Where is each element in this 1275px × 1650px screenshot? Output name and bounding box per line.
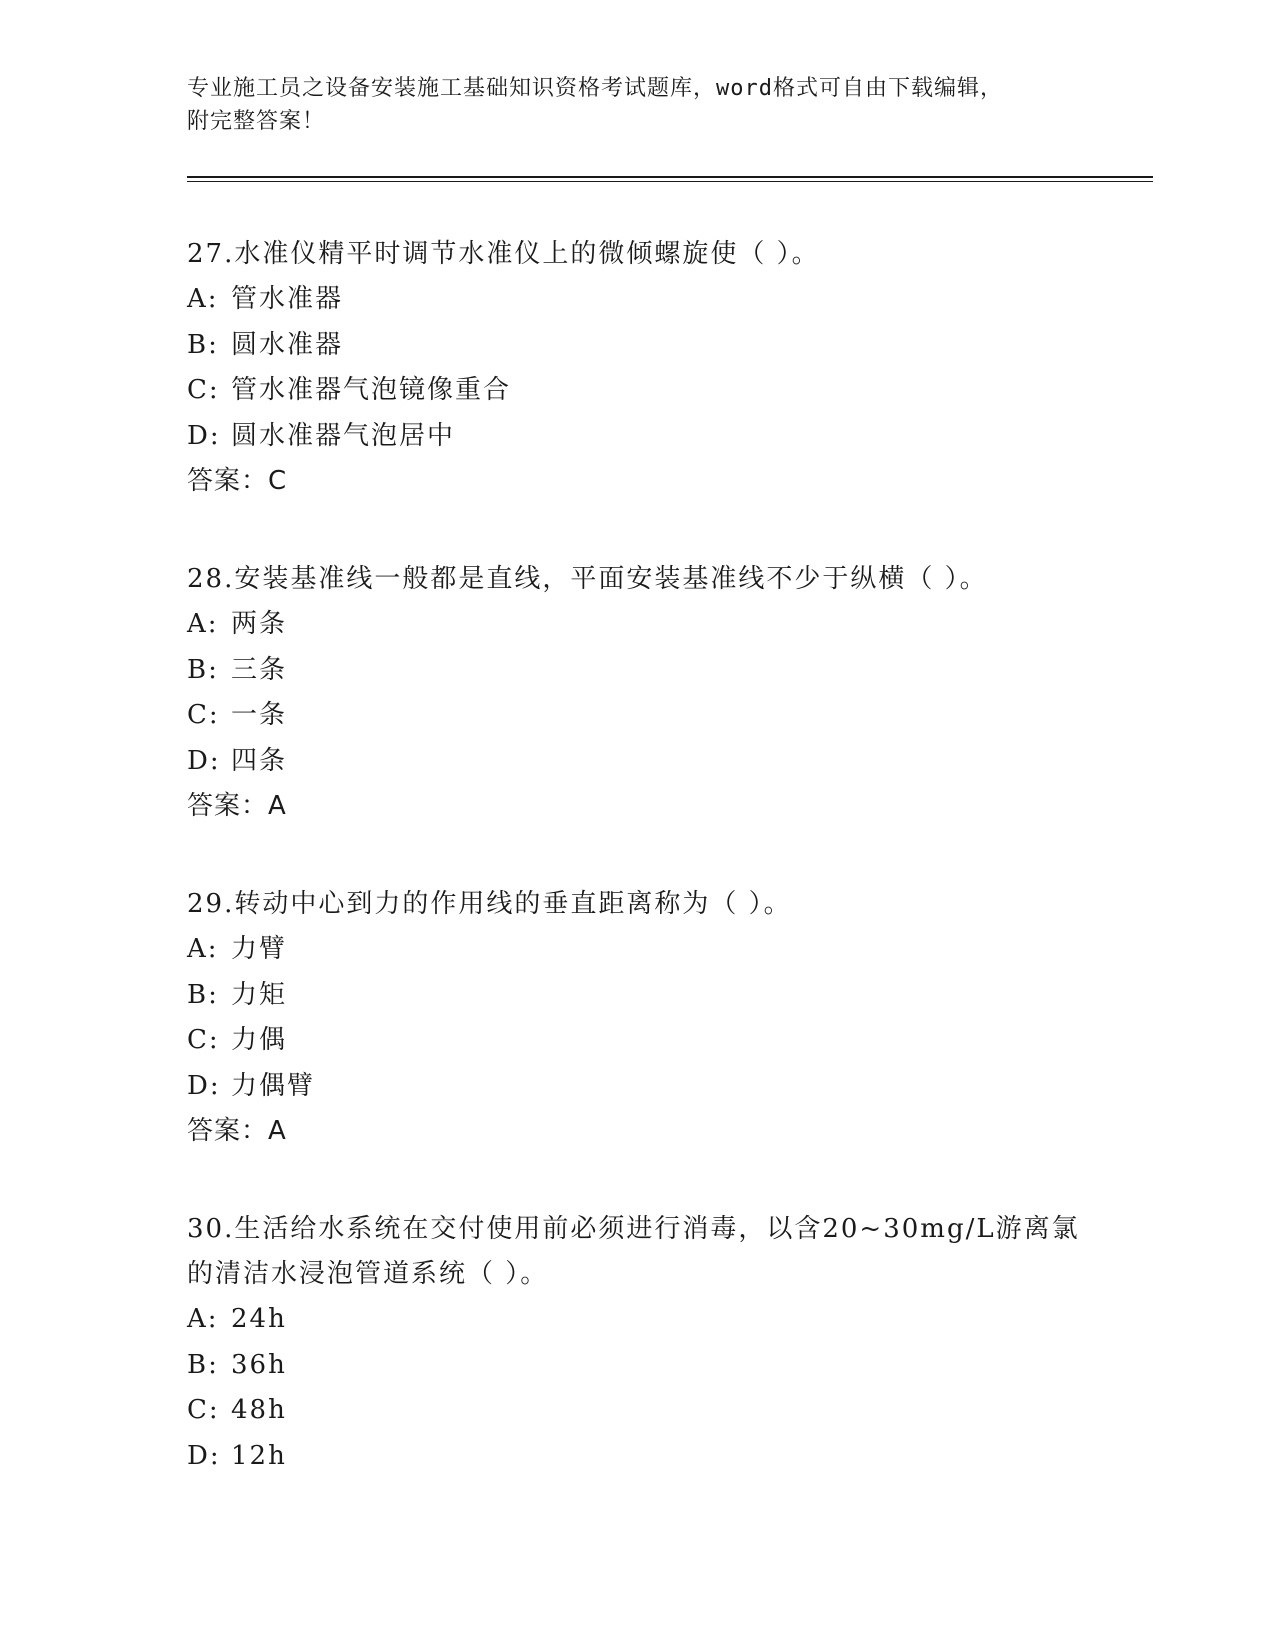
option-letter: A: <box>187 284 219 314</box>
option-letter: C: <box>187 700 220 730</box>
option-text: 36h <box>231 1349 287 1380</box>
option-d <box>187 1434 1087 1480</box>
question-stem: 27.水准仪精平时调节水准仪上的微倾螺旋使（ ）。 <box>187 239 820 269</box>
question-list <box>187 232 1087 1532</box>
option-text: 力臂 <box>231 934 288 964</box>
option-letter: B: <box>187 329 219 360</box>
option-c <box>187 1388 1087 1434</box>
option-letter: D: <box>187 745 221 776</box>
option-text: 力偶 <box>231 1025 288 1055</box>
option-letter: C: <box>187 1025 220 1055</box>
question-stem: 28.安装基准线一般都是直线，平面安装基准线不少于纵横（ ）。 <box>187 564 988 594</box>
option-text: 三条 <box>231 654 288 685</box>
option-letter: D: <box>187 420 221 451</box>
option-c <box>187 693 1087 739</box>
option-b <box>187 973 1087 1019</box>
option-letter: A: <box>187 1304 219 1334</box>
option-text: 管水准器 <box>231 284 344 314</box>
option-letter: B: <box>187 1349 219 1380</box>
question-stem: 29.转动中心到力的作用线的垂直距离称为（ ）。 <box>187 889 792 919</box>
option-text: 力偶臂 <box>231 1070 316 1101</box>
option-b <box>187 648 1087 694</box>
option-letter: D: <box>187 1070 221 1101</box>
option-c <box>187 1018 1087 1064</box>
question-stem-line-2: 的清洁水浸泡管道系统（ ）。 <box>187 1259 549 1289</box>
option-letter: B: <box>187 654 219 685</box>
option-d <box>187 739 1087 785</box>
option-letter: B: <box>187 979 219 1010</box>
option-d <box>187 1064 1087 1110</box>
option-a <box>187 277 1087 323</box>
option-text: 一条 <box>231 700 288 730</box>
question-29 <box>187 882 1087 1154</box>
option-a <box>187 1297 1087 1343</box>
option-text: 12h <box>231 1440 287 1471</box>
option-letter: A: <box>187 934 219 964</box>
question-30 <box>187 1207 1087 1479</box>
option-text: 圆水准器气泡居中 <box>231 420 456 451</box>
option-letter: C: <box>187 375 220 405</box>
header-line-1: 专业施工员之设备安装施工基础知识资格考试题库，word格式可自由下载编辑， <box>187 76 1003 101</box>
option-text: 圆水准器 <box>231 329 344 360</box>
header-line-2: 附完整答案！ <box>187 109 326 134</box>
option-letter: C: <box>187 1395 220 1425</box>
option-b <box>187 1343 1087 1389</box>
option-text: 管水准器气泡镜像重合 <box>231 375 512 405</box>
answer-line: 答案：A <box>187 791 287 821</box>
question-27 <box>187 232 1087 504</box>
option-c <box>187 368 1087 414</box>
question-stem-line-1: 30.生活给水系统在交付使用前必须进行消毒，以含20~30mg/L游离氯 <box>187 1214 1080 1244</box>
option-text: 24h <box>231 1304 287 1334</box>
option-a <box>187 602 1087 648</box>
option-letter: A: <box>187 609 219 639</box>
header-divider-thick <box>187 176 1153 178</box>
option-b <box>187 323 1087 369</box>
answer-line: 答案：A <box>187 1116 287 1146</box>
question-28 <box>187 557 1087 829</box>
answer-line: 答案：C <box>187 466 288 496</box>
option-text: 48h <box>231 1395 287 1425</box>
option-text: 力矩 <box>231 979 288 1010</box>
option-a <box>187 927 1087 973</box>
document-header <box>187 72 1067 138</box>
option-d <box>187 414 1087 460</box>
option-letter: D: <box>187 1440 221 1471</box>
option-text: 两条 <box>231 609 288 639</box>
option-text: 四条 <box>231 745 288 776</box>
header-divider-thin <box>187 181 1153 182</box>
